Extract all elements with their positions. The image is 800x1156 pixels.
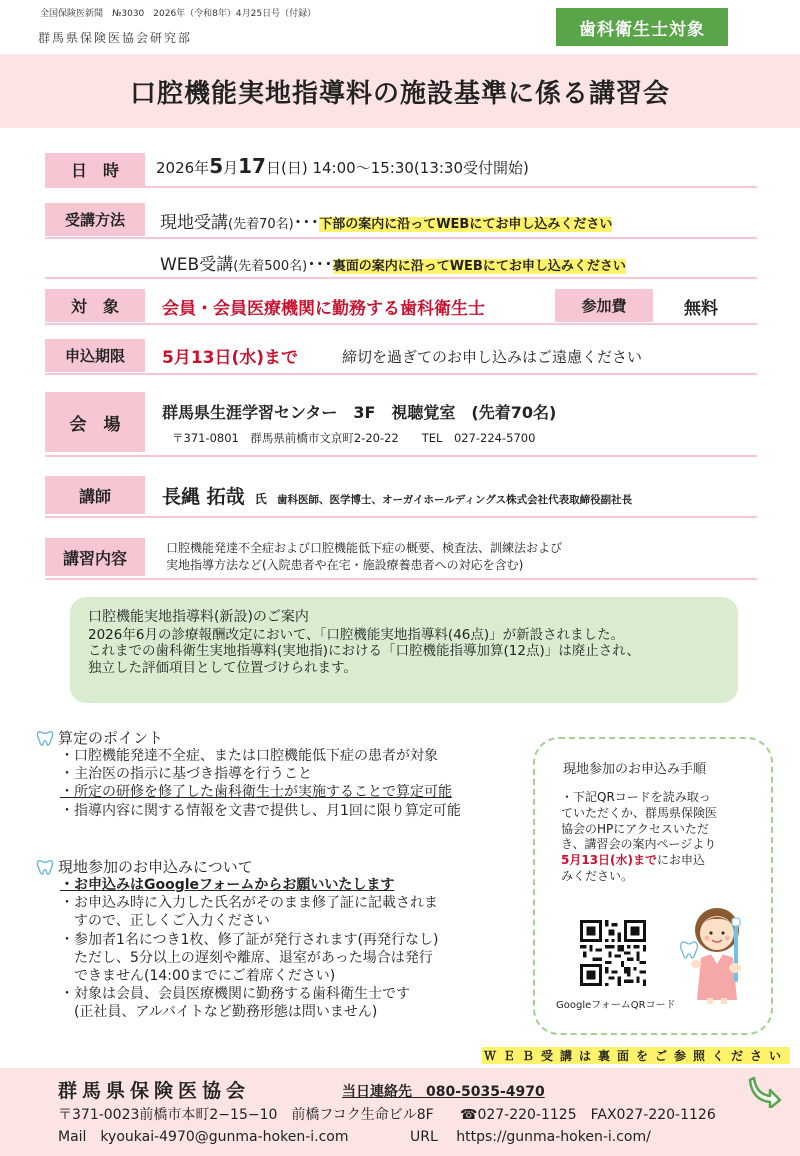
list-item: ・口腔機能発達不全症、または口腔機能低下症の患者が対象 (60, 748, 438, 764)
points-heading: 算定のポイント (36, 727, 163, 748)
fee-label: 参加費 (555, 289, 653, 322)
method-onsite: 現地受講(先着70名)･･･下部の案内に沿ってWEBにてお申し込みください (160, 213, 613, 233)
deadline-label: 申込期限 (45, 339, 145, 372)
footer-address: 〒371-0023前橋市本町2−15−10 前橋フコク生命ビル8F (58, 1107, 434, 1123)
tooth-icon (36, 858, 54, 876)
divider (45, 277, 757, 279)
target-label: 対 象 (45, 289, 145, 322)
method-label: 受講方法 (45, 203, 145, 236)
list-item: ・対象は会員、会員医療機関に勤務する歯科衛生士です (60, 986, 410, 1003)
title-band (0, 54, 800, 128)
divider (45, 516, 757, 518)
venue-name: 群馬県生涯学習センター 3F 視聴覚室 (先着70名) (162, 403, 557, 422)
tooth-icon (36, 729, 54, 747)
method-web: WEB受講(先着500名)･･･裏面の案内に沿ってWEBにてお申し込みください (160, 255, 626, 275)
content-label: 講習内容 (45, 538, 145, 576)
divider (45, 237, 757, 239)
footer-url[interactable]: URL https://gunma-hoken-i.com/ (410, 1129, 651, 1145)
web-note: ＷＥＢ受講は裏面をご参照ください (484, 1049, 789, 1063)
list-item: (正社員、アルバイトなど勤務形態は問いません) (60, 1004, 378, 1021)
info-box: 口腔機能実地指導料(新設)のご案内 2026年6月の診療報酬改定において、「口腔機能実地指導料(46点)」が新設されました。 これまでの歯科衛生実地指導料(実地指)における「口腔機能指導加算(12点)」は廃止され、 独立した評価項目として位置づけられます。 (70, 597, 738, 703)
deadline-note: 締切を過ぎてのお申し込みはご遠慮ください (342, 348, 643, 366)
arrow-icon (748, 1074, 782, 1108)
divider (45, 578, 757, 580)
divider (45, 455, 757, 457)
list-item: ただし、5分以上の遅刻や離席、退室があった場合は発行 (60, 949, 433, 966)
apply-heading: 現地参加のお申込みについて (36, 856, 253, 877)
org-header: 群馬県保険医協会研究部 (38, 31, 193, 45)
target-value: 会員・会員医療機関に勤務する歯科衛生士 (162, 299, 485, 319)
list-item: ・所定の研修を修了した歯科衛生士が実施することで算定可能 (60, 784, 452, 801)
list-item: ・指導内容に関する情報を文書で提供し、月1回に限り算定可能 (60, 802, 461, 819)
points-list (60, 747, 461, 820)
footer-mail[interactable]: Mail kyoukai-4970@gunma-hoken-i.com (58, 1129, 349, 1145)
lecturer-value: 長縄 拓哉 氏 歯科医師、医学博士、オーガイホールディングス株式会社代表取締役副社長 (162, 486, 633, 508)
divider (45, 373, 757, 375)
divider (45, 323, 757, 325)
apply-list (60, 876, 438, 1022)
target-badge: 歯科衛生士対象 (556, 8, 728, 46)
content-text: 口腔機能発達不全症および口腔機能低下症の概要、検査法、訓練法および 実地指導方法など(入院患者や在宅・施設療養患者への対応を含む) (166, 541, 563, 572)
footer-contact: 当日連絡先 080-5035-4970 (342, 1084, 545, 1100)
list-item: できません(14:00までにご着席ください) (60, 967, 336, 984)
hygienist-illustration (672, 902, 762, 1004)
venue-label: 会 場 (45, 392, 145, 452)
venue-address: 〒371-0801 群馬県前橋市文京町2-20-22 TEL 027-224-5700 (172, 431, 536, 445)
list-item: ・参加者1名につき1枚、修了証が発行されます(再発行なし) (60, 931, 439, 948)
list-item: ・主治医の指示に基づき指導を行うこと (60, 766, 312, 783)
list-item: ・お申込み時に入力した氏名がそのまま修了証に記載されま (60, 895, 438, 912)
fee-value: 無料 (684, 299, 718, 319)
newspaper-line: 全国保険医新聞 №3030 2026年（令和8年）4月25日号（付録） (40, 9, 317, 19)
footer-org: 群馬県保険医協会 (58, 1080, 251, 1102)
qr-caption: GoogleフォームQRコード (556, 1000, 676, 1011)
procedure-text: ・下記QRコードを読み取っ ていただくか、群馬県保険医 協会のHPにアクセスいただ き、講習会の案内ページより 5月13日(水)までにお申込 みください。 (561, 790, 718, 884)
procedure-heading: 現地参加のお申込み手順 (563, 762, 707, 777)
datetime-value: 2026年5月17日(日) 14:00～15:30(13:30受付開始) (156, 154, 529, 178)
footer-tel-fax: ☎027-220-1125 FAX027-220-1126 (460, 1107, 716, 1123)
list-item: ・お申込みはGoogleフォームからお願いいたします (60, 877, 395, 893)
datetime-label: 日 時 (45, 153, 145, 186)
qr-code[interactable] (580, 920, 646, 986)
footer (0, 1068, 800, 1156)
deadline-date: 5月13日(水)まで (162, 348, 299, 368)
list-item: すので、正しくご入力ください (60, 913, 270, 930)
divider (45, 186, 757, 188)
page-title: 口腔機能実地指導料の施設基準に係る講習会 (129, 78, 670, 109)
lecturer-label: 講師 (45, 476, 145, 514)
